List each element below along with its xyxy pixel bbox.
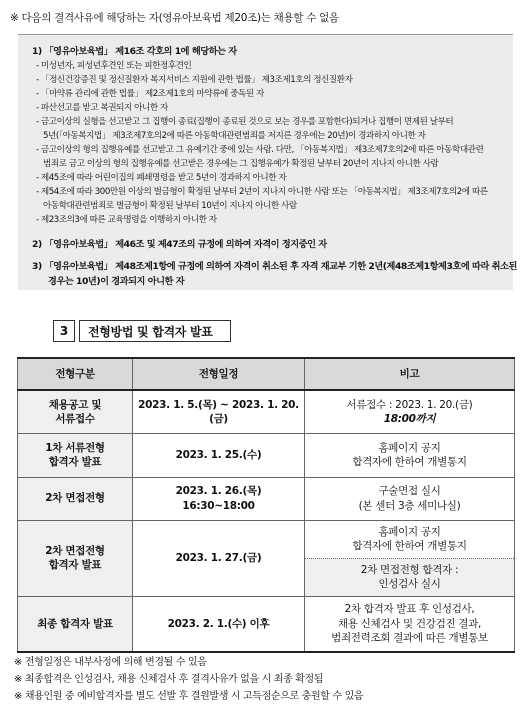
schedule-table — [17, 357, 515, 653]
table-row — [18, 477, 515, 520]
stage-cell: 2차 면접전형 합격자 발표 — [18, 520, 133, 596]
note-cell: 홈페이지 공지 합격자에 한하여 개별통지 — [305, 433, 515, 477]
disq-item: - 파산선고를 받고 복권되지 아니한 자 — [36, 103, 168, 113]
disq-item: - 미성년자, 피성년후견인 또는 피한정후견인 — [36, 61, 192, 71]
disq-heading-2: 2) 「영유아보육법」 제46조 및 제47조의 규정에 의하여 자격이 정지중인 자 — [32, 239, 327, 250]
date-cell: 2023. 1. 5.(목) ~ 2023. 1. 20.(금) — [133, 390, 305, 433]
note-cell: 홈페이지 공지 합격자에 한하여 개별통지 — [305, 520, 515, 558]
date-cell: 2023. 1. 27.(금) — [133, 520, 305, 596]
disq-item: - 금고이상의 형의 집행유예를 선고받고 그 유예기간 중에 있는 사람. 다만, 「아동복지법」 제3조제7호의2에 따른 아동학대관련 — [36, 145, 484, 155]
disq-item: - 제23조의3에 따른 교육명령을 이행하지 아니한 자 — [36, 215, 217, 225]
date-cell: 2023. 1. 26.(목) 16:30~18:00 — [133, 477, 305, 520]
stage-cell: 1차 서류전형 합격자 발표 — [18, 433, 133, 477]
disq-item: - 금고이상의 실형을 선고받고 그 집행이 종료(집행이 종료된 것으로 보는 경우를 포함한다)되거나 집행이 면제된 날부터 — [36, 117, 454, 127]
column-header: 전형일정 — [133, 358, 305, 390]
disq-item: - 「정신건강증진 및 정신질환자 복지서비스 지원에 관한 법률」 제3조제1호의 정신질환자 — [36, 75, 353, 85]
stage-cell: 2차 면접전형 — [18, 477, 133, 520]
table-row — [18, 520, 515, 558]
disq-item: - 「마약류 관리에 관한 법률」 제2조제1호의 마약류에 중독된 자 — [36, 89, 264, 99]
disqualification-box — [18, 34, 517, 290]
note-text: 서류접수 : 2023. 1. 20.(금) — [346, 398, 473, 411]
intro-note: ※ 다음의 결격사유에 해당하는 자(영유아보육법 제20조)는 채용할 수 없음 — [10, 12, 339, 24]
disq-heading-1: 1) 「영유아보육법」 제16조 각호의 1에 해당하는 자 — [32, 46, 237, 57]
disq-item: - 제54조에 따라 300만원 이상의 벌금형이 확정된 날부터 2년이 지나지 아니한 사람 또는 「아동복지법」 제3조제7호의2에 따른 — [36, 187, 488, 197]
disq-item-cont: 범죄로 금고 이상의 형의 집행유예를 선고받은 경우에는 그 집행유예가 확정된 날부터 20년이 지나지 아니한 사람 — [43, 159, 439, 169]
table-header-row — [18, 358, 515, 390]
section-title: 전형방법 및 합격자 발표 — [79, 320, 231, 342]
column-header: 전형구분 — [18, 358, 133, 390]
section-number: 3 — [53, 320, 75, 342]
disq-item-cont: 5년(「아동복지법」 제3조제7호의2에 따른 아동학대관련범죄를 저지른 경우에는 20년)이 경과하지 아니한 자 — [43, 131, 426, 141]
column-header: 비고 — [305, 358, 515, 390]
disq-item: - 제45조에 따라 어린이집의 폐쇄명령을 받고 5년이 경과하지 아니한 자 — [36, 173, 287, 183]
disq-item-cont: 아동학대관련범죄로 벌금형이 확정된 날부터 10년이 지나지 아니한 사람 — [43, 201, 297, 211]
note-cell: 구술면접 실시 (본 센터 3층 세미나실) — [305, 477, 515, 520]
note-cell-sub: 2차 면접전형 합격자 : 인성검사 실시 — [305, 558, 515, 596]
table-row — [18, 390, 515, 433]
table-row — [18, 433, 515, 477]
stage-cell: 채용공고 및 서류접수 — [18, 390, 133, 433]
table-row — [18, 596, 515, 652]
footnote: ※ 전형일정은 내부사정에 의해 변경될 수 있음 — [14, 657, 207, 668]
footnote: ※ 채용인원 중 예비합격자를 별도 선발 후 결원발생 시 고득점순으로 충원할 수 있음 — [14, 691, 364, 702]
disq-heading-3: 3) 「영유아보육법」 제48조제1항에 규정에 의하여 자격이 취소된 후 자격 재교부 기한 2년(제48조제1항제3호에 따라 취소된 — [32, 261, 517, 272]
footnote: ※ 최종합격은 인성검사, 채용 신체검사 후 결격사유가 없을 시 최종 확정됨 — [14, 674, 324, 685]
note-cell: 2차 합격자 발표 후 인성검사, 채용 신체검사 및 건강검진 결과, 범죄전력조회 결과에 따른 개별통보 — [305, 596, 515, 652]
date-cell: 2023. 2. 1.(수) 이후 — [133, 596, 305, 652]
stage-cell: 최종 합격자 발표 — [18, 596, 133, 652]
note-cell — [305, 390, 515, 433]
disq-heading-3-cont: 경우는 10년)이 경과되지 아니한 자 — [48, 276, 185, 287]
note-deadline: 18:00까지 — [383, 412, 436, 425]
date-cell: 2023. 1. 25.(수) — [133, 433, 305, 477]
